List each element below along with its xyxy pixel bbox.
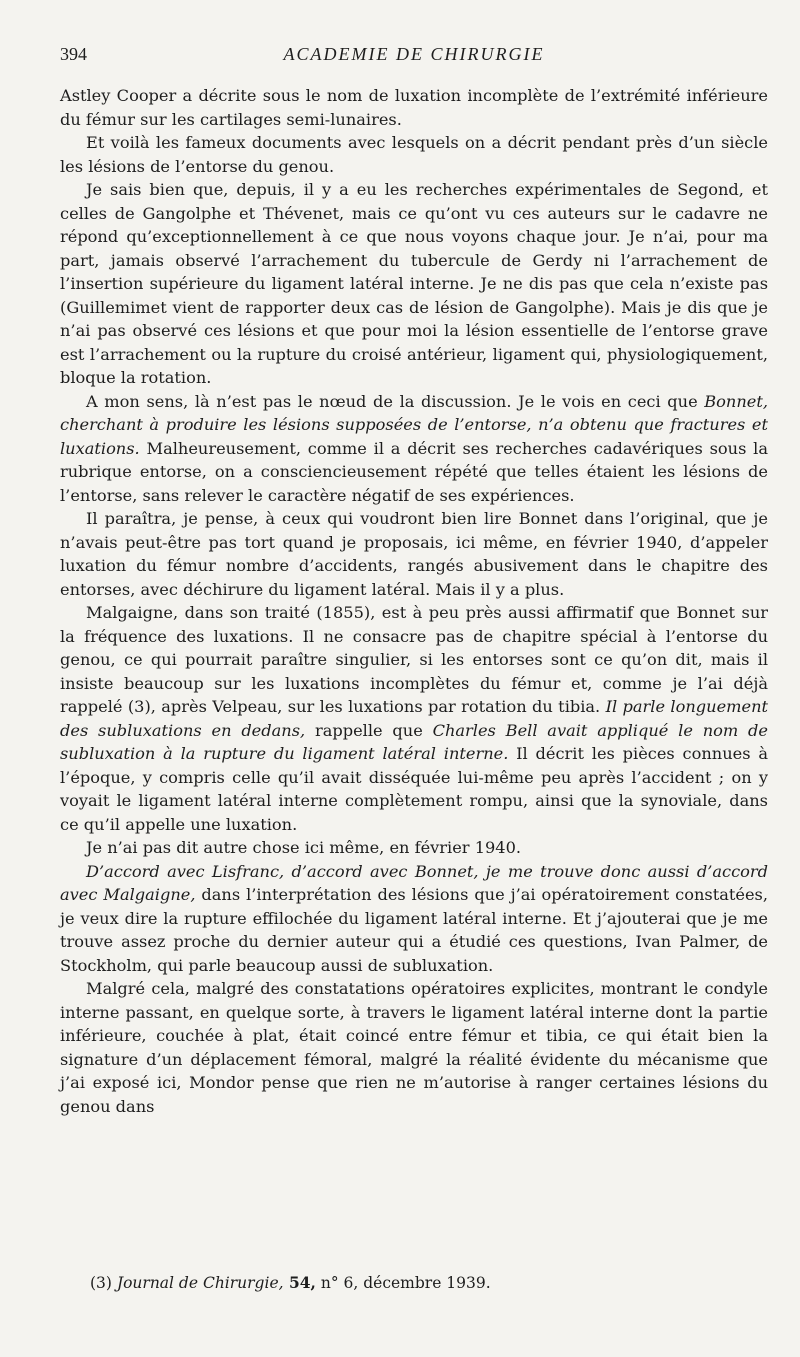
footnote-journal: Journal de Chirurgie,: [116, 1274, 284, 1292]
footnote-details: n° 6, décembre 1939.: [315, 1274, 491, 1292]
text-run: Je n’ai pas dit autre chose ici même, en février 1940.: [86, 838, 522, 857]
body-text: [60, 84, 768, 1118]
italic-run: Il parle longuement des subluxations en dedans,: [60, 697, 769, 740]
running-title: ACADEMIE DE CHIRURGIE: [283, 44, 545, 64]
paragraph: [60, 601, 768, 836]
paragraph: [60, 507, 768, 601]
page-number: 394: [60, 44, 87, 64]
paragraph: [60, 977, 768, 1118]
paragraph: [60, 836, 768, 860]
text-run: Et voilà les fameux documents avec lesquels on a décrit pendant près d’un siècle les lésions de l’entorse du genou.: [60, 133, 768, 176]
italic-run: D’accord avec Lisfranc, d’accord avec Bonnet, je me trouve donc aussi d’accord avec Malgaigne,: [60, 861, 768, 904]
paragraph: [60, 84, 768, 131]
italic-run: Charles Bell avait appliqué le nom de subluxation à la rupture du ligament latéral interne.: [60, 720, 768, 763]
text-run: Il paraîtra, je pense, à ceux qui voudront bien lire Bonnet dans l’original, que je n’avais peut-être pas tort quand je proposais, ici même, en février 1940, d’appeler luxation du fémur nombre d’accidents, rangés abusivement dans le chapitre des entorses, avec déchirure du ligament latéral. Mais il y a plus.: [60, 509, 768, 599]
text-run: Il décrit les pièces connues à l’époque, y compris celle qu’il avait disséquée lui-même peu après l’accident ; on y voyait le ligament latéral interne complètement rompu, ainsi que la synoviale, dans ce qu’il appelle une luxation.: [60, 744, 768, 834]
paragraph: [60, 178, 768, 390]
text-run: Malgré cela, malgré des constatations opératoires explicites, montrant le condyle interne passant, en quelque sorte, à travers le ligament latéral interne dont la partie inférieure, couchée à plat, était coincé entre fémur et tibia, ce qui était bien la signature d’un déplacement fémoral, malgré la réalité évidente du mécanisme que j’ai exposé ici, Mondor pense que rien ne m’autorise à ranger certaines lésions du genou dans: [60, 979, 768, 1116]
paragraph: [60, 860, 768, 978]
italic-run: Bonnet, cherchant à produire les lésions supposées de l’entorse, n’a obtenu que fractures et luxations.: [60, 391, 768, 458]
text-run: A mon sens, là n’est pas le nœud de la discussion. Je le vois en ceci que: [86, 391, 705, 411]
text-run: Malheureusement, comme il a décrit ses recherches cadavériques sous la rubrique entorse, on a consciencieusement répété que telles étaient les lésions de l’entorse, sans relever le caractère négatif de ses expériences.: [60, 438, 768, 505]
running-header: [60, 44, 768, 68]
text-run: Malgaigne, dans son traité (1855), est à peu près aussi affirmatif que Bonnet sur la fréquence des luxations. Il ne consacre pas de chapitre spécial à l’entorse du genou, ce qui pourrait paraître singulier, si les entorses sont ce qu’on dit, mais il insiste beaucoup sur les luxations incomplètes du fémur et, comme je l’ai déjà rappelé (3), après Velpeau, sur les luxations par rotation du tibia.: [60, 603, 768, 716]
footnote-marker: (3): [90, 1274, 117, 1292]
text-run: rappelle que: [305, 720, 433, 740]
text-run: Astley Cooper a décrite sous le nom de luxation incomplète de l’extrémité inférieure du fémur sur les cartilages semi-lunaires.: [60, 86, 768, 129]
paragraph: [60, 131, 768, 178]
paragraph: [60, 390, 768, 508]
footnote: [90, 1272, 770, 1294]
text-run: dans l’interprétation des lésions que j’ai opératoirement constatées, je veux dire la rupture effilochée du ligament latéral interne. Et j’ajouterai que je me trouve assez proche du dernier auteur qui a étudié ces questions, Ivan Palmer, de Stockholm, qui parle beaucoup aussi de subluxation.: [60, 885, 768, 975]
footnote-volume: 54,: [283, 1273, 316, 1292]
text-run: Je sais bien que, depuis, il y a eu les recherches expérimentales de Segond, et celles de Gangolphe et Thévenet, mais ce qu’ont vu ces auteurs sur le cadavre ne répond qu’exceptionnellement à ce que nous voyons chaque jour. Je n’ai, pour ma part, jamais observé l’arrachement du tubercule de Gerdy ni l’arrachement de l’insertion supérieure du ligament latéral interne. Je ne dis pas que cela n’existe pas (Guillemimet vient de rapporter deux cas de lésion de Gangolphe). Mais je dis que je n’ai pas observé ces lésions et que pour moi la lésion essentielle de l’entorse grave est l’arrachement ou la rupture du croisé antérieur, ligament qui, physiologiquement, bloque la rotation.: [60, 180, 768, 387]
